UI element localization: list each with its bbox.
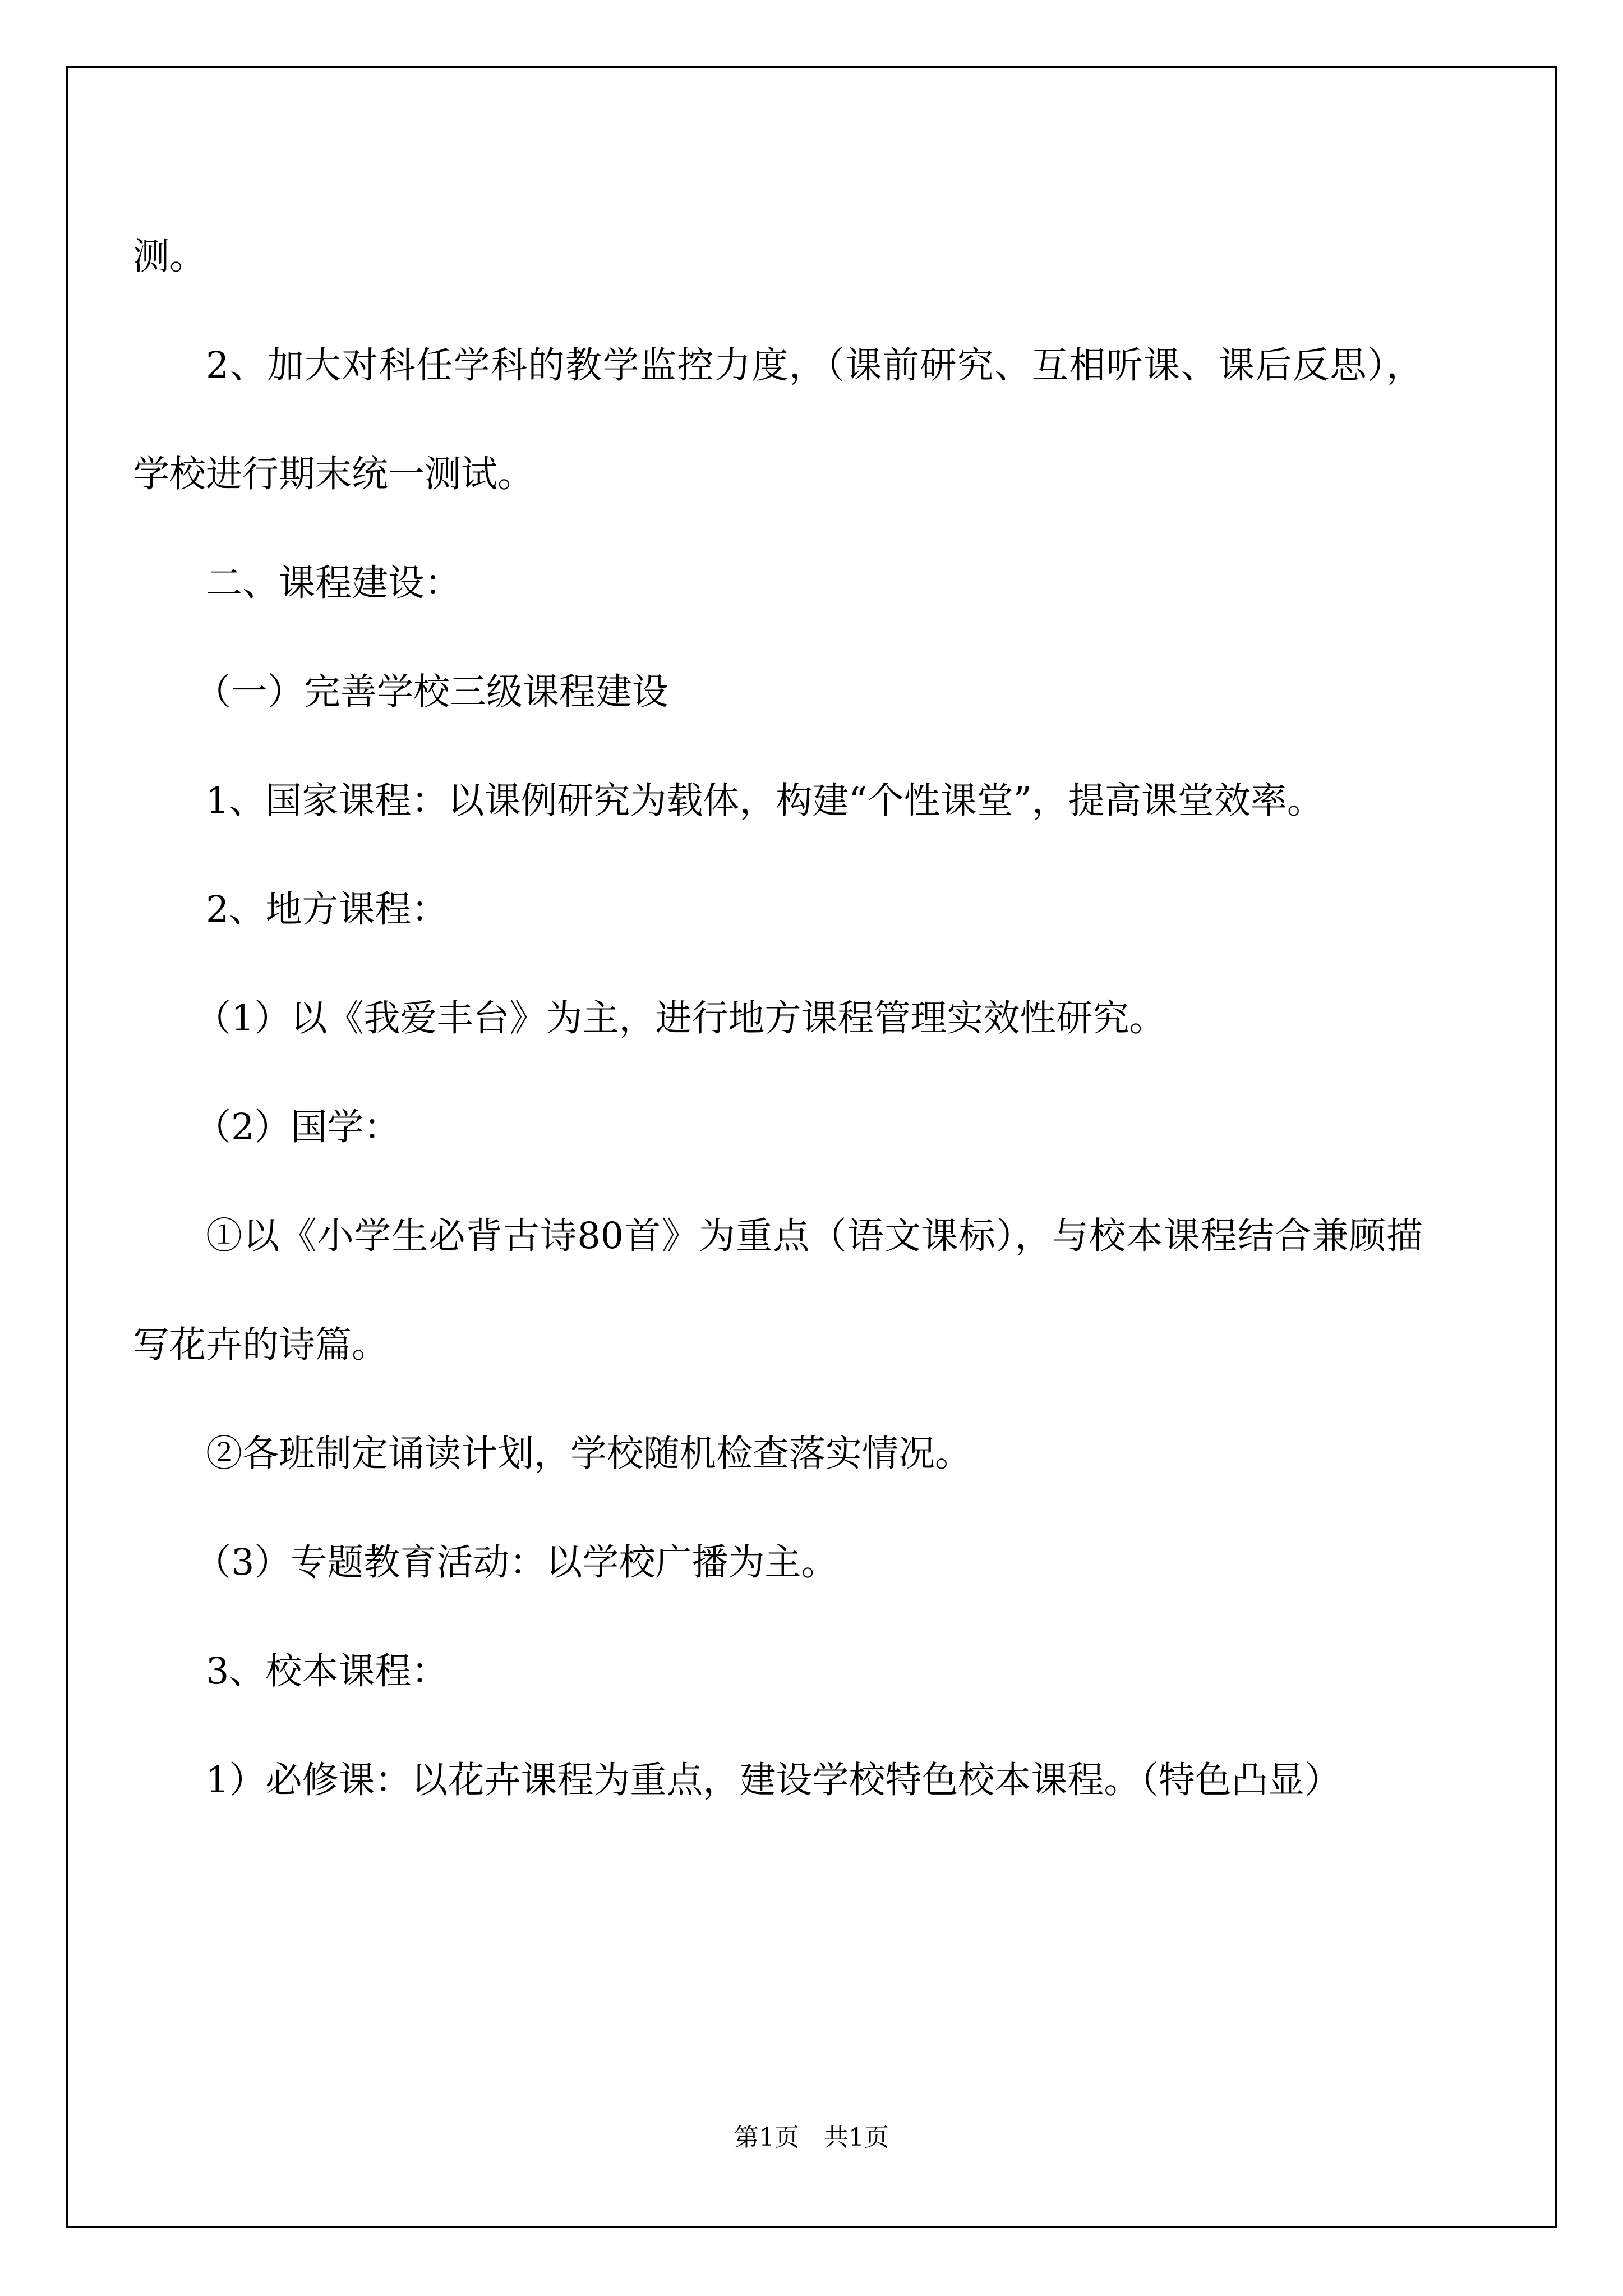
paragraph-school-based-courses: 3、校本课程： bbox=[206, 1650, 448, 1692]
paragraph-classic-poems: ①以《小学生必背古诗80首》为重点（语文课标），与校本课程结合兼顾描写花卉的诗篇。 bbox=[133, 1215, 1423, 1366]
paragraph-local-course-item-1: （1）以《我爱丰台》为主，进行地方课程管理实效性研究。 bbox=[195, 997, 1166, 1039]
paragraph-local-course-item-3: （3）专题教育活动：以学校广播为主。 bbox=[195, 1542, 838, 1584]
section-heading-course-construction: 二、课程建设： bbox=[206, 562, 462, 604]
subsection-heading-three-level-courses: （一）完善学校三级课程建设 bbox=[195, 671, 669, 713]
page-number-footer: 第1页 共1页 bbox=[734, 2123, 889, 2152]
paragraph-local-course-item-2: （2）国学： bbox=[195, 1106, 400, 1148]
paragraph-local-courses: 2、地方课程： bbox=[206, 889, 448, 931]
paragraph-required-courses: 1）必修课：以花卉课程为重点，建设学校特色校本课程。（特色凸显） bbox=[206, 1759, 1341, 1801]
document-body bbox=[133, 203, 1423, 1835]
paragraph-continuation: 测。 bbox=[133, 236, 206, 278]
paragraph-item-2-monitoring: 2、加大对科任学科的教学监控力度，（课前研究、互相听课、课后反思），学校进行期末统一测试。 bbox=[133, 344, 1423, 495]
paragraph-recitation-plan: ②各班制定诵读计划，学校随机检查落实情况。 bbox=[206, 1433, 972, 1475]
paragraph-national-courses: 1、国家课程：以课例研究为载体，构建“个性课堂”，提高课堂效率。 bbox=[206, 780, 1324, 822]
